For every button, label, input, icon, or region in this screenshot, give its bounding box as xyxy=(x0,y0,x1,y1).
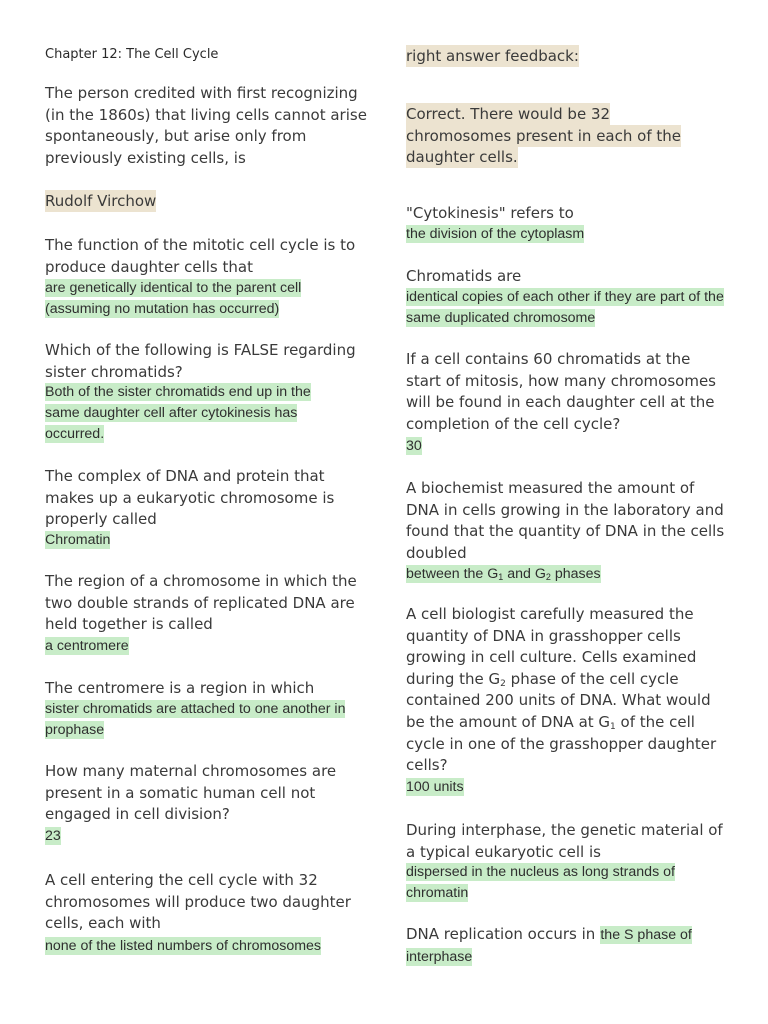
answer-grasshopper-dna xyxy=(406,777,728,798)
question-text: of the cell cycle in one of the grasshopper daughter cells? xyxy=(406,712,717,775)
question-virchow: The person credited with first recognizing (in the 1860s) that living cells cannot arise spontaneously, but arise only from previously existing cells, is xyxy=(45,84,367,167)
question-sister-chromatids: Which of the following is FALSE regarding sister chromatids? xyxy=(45,341,356,381)
answer-highlight: 30 xyxy=(406,438,422,454)
answer-highlight: Rudolf Virchow xyxy=(45,192,157,210)
subscript: 2 xyxy=(545,572,551,582)
answer-text: and G xyxy=(503,566,546,582)
answer-highlight: 100 units xyxy=(406,779,464,795)
question-32-chromosomes: A cell entering the cell cycle with 32 chromosomes will produce two daughter cells, each with xyxy=(45,871,351,933)
answer-highlight: none of the listed numbers of chromosomes xyxy=(45,938,322,954)
answer-chromatids xyxy=(406,287,728,329)
question-maternal-chromosomes: How many maternal chromosomes are present in a somatic human cell not engaged in cell division? xyxy=(45,762,337,824)
answer-32-chromosomes xyxy=(45,936,367,957)
answer-chromatin xyxy=(45,530,345,551)
answer-highlight: the S phase of interphase xyxy=(406,927,692,965)
answer-highlight: a centromere xyxy=(45,638,129,654)
question-text: A cell biologist carefully measured the quantity of DNA in grasshopper cells growing in cell culture. Cells examined during the G xyxy=(406,605,697,688)
answer-sister-chromatids xyxy=(45,382,335,445)
answer-highlight: identical copies of each other if they are part of the same duplicated chromosome xyxy=(406,289,724,326)
question-cytokinesis: "Cytokinesis" refers to xyxy=(406,204,574,222)
subscript: 1 xyxy=(610,721,616,732)
answer-highlight: Both of the sister chromatids end up in the same daughter cell after cytokinesis has occurred. xyxy=(45,384,311,442)
answer-centromere-region xyxy=(45,699,357,741)
question-text: phase of the cell cycle contained 200 units of DNA. What would be the amount of DNA at G xyxy=(406,669,711,731)
subscript: 2 xyxy=(500,678,506,689)
answer-mitotic-function xyxy=(45,278,345,320)
answer-centromere-name xyxy=(45,636,345,657)
answer-highlight xyxy=(406,565,601,583)
subscript: 1 xyxy=(498,572,504,582)
question-chromatin: The complex of DNA and protein that makes up a eukaryotic chromosome is properly called xyxy=(45,467,335,529)
answer-60-chromatids xyxy=(406,436,728,457)
question-text: DNA replication occurs in xyxy=(406,925,596,943)
answer-highlight: 23 xyxy=(45,828,61,844)
answer-text: phases xyxy=(550,566,601,582)
feedback-label xyxy=(406,46,728,68)
answer-maternal-chromosomes xyxy=(45,826,345,847)
question-dna-replication xyxy=(406,924,728,968)
answer-highlight: are genetically identical to the parent cell (assuming no mutation has occurred) xyxy=(45,280,302,317)
question-centromere-region: The centromere is a region in which xyxy=(45,679,315,697)
question-centromere-name: The region of a chromosome in which the two double strands of replicated DNA are held together is called xyxy=(45,572,357,634)
answer-highlight: sister chromatids are attached to one another in prophase xyxy=(45,701,346,738)
question-mitotic-function: The function of the mitotic cell cycle is to produce daughter cells that xyxy=(45,236,356,276)
chapter-title: Chapter 12: The Cell Cycle xyxy=(45,47,219,62)
question-interphase-material: During interphase, the genetic material of a typical eukaryotic cell is xyxy=(406,821,723,861)
answer-highlight: the division of the cytoplasm xyxy=(406,226,585,242)
question-60-chromatids: If a cell contains 60 chromatids at the start of mitosis, how many chromosomes will be found in each daughter cell at the completion of the cell cycle? xyxy=(406,350,716,433)
question-dna-doubled: A biochemist measured the amount of DNA in cells growing in the laboratory and found that the quantity of DNA in the cells doubled xyxy=(406,479,725,562)
question-chromatids: Chromatids are xyxy=(406,267,522,285)
answer-highlight: Chromatin xyxy=(45,532,111,548)
answer-virchow xyxy=(45,191,367,213)
answer-text: between the G xyxy=(406,566,499,582)
feedback-text-highlight: Correct. There would be 32 chromosomes present in each of the daughter cells. xyxy=(406,105,681,167)
answer-cytokinesis xyxy=(406,224,728,245)
answer-interphase-material xyxy=(406,862,706,904)
question-grasshopper-dna xyxy=(406,604,728,777)
answer-dna-doubled xyxy=(406,564,728,585)
feedback-label-highlight: right answer feedback: xyxy=(406,47,579,65)
feedback-text xyxy=(406,104,696,169)
answer-highlight: dispersed in the nucleus as long strands of chromatin xyxy=(406,864,675,901)
